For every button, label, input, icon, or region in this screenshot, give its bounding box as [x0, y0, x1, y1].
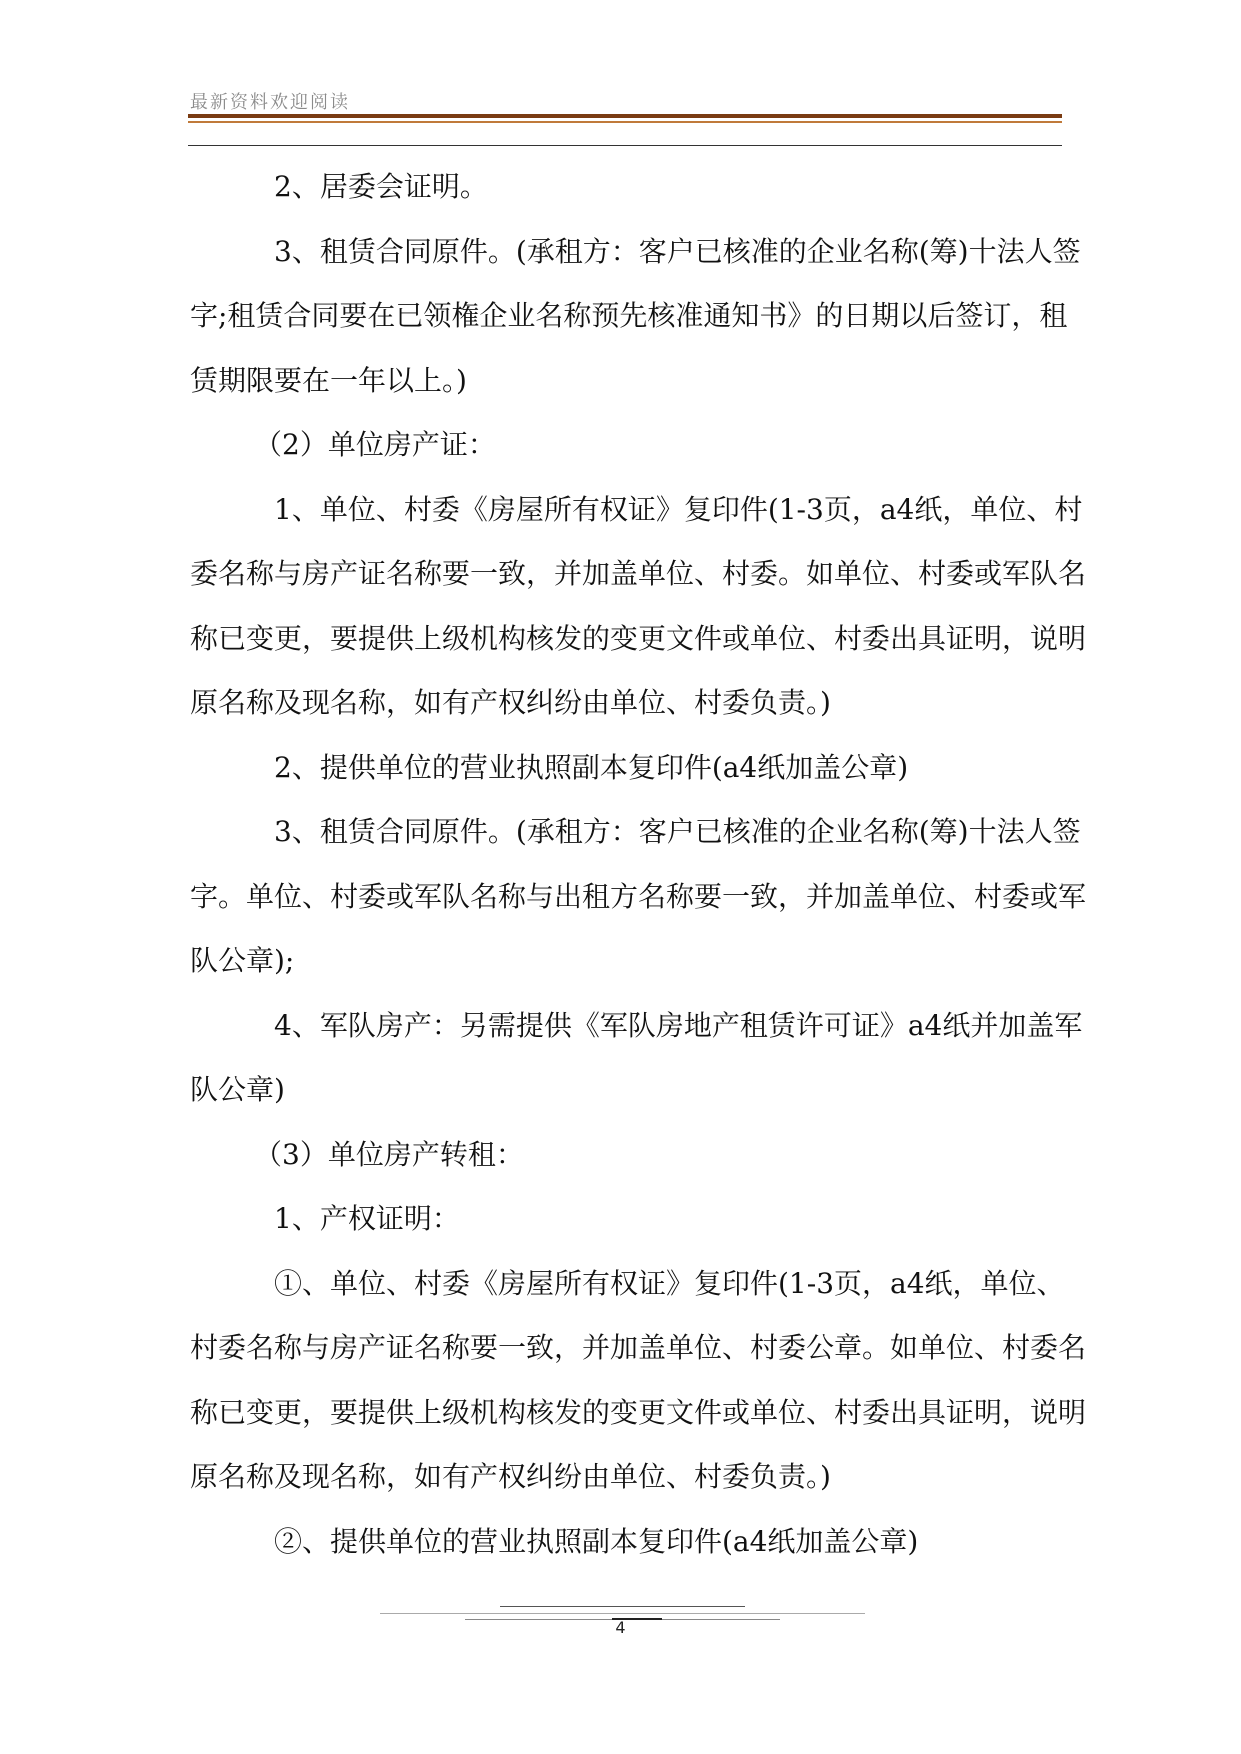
footer-rule: [500, 1606, 745, 1607]
paragraph: 2、居委会证明。: [274, 170, 488, 203]
paragraph: ②、提供单位的营业执照副本复印件(a4纸加盖公章): [274, 1524, 919, 1558]
paragraph: 3、租赁合同原件。(承租方：客户已核准的企业名称(筹)十法人签字。单位、村委或军队名称与出租方名称要一致，并加盖单位、村委或军队公章);: [190, 815, 1087, 977]
page-number: 4: [615, 1618, 626, 1637]
section-heading: （2）单位房产证：: [254, 428, 496, 461]
header-rule-bottom: [188, 145, 1062, 146]
header-rule-thin: [188, 121, 1062, 123]
paragraph: 3、租赁合同原件。(承租方：客户已核准的企业名称(筹)十法人签字;租赁合同要在已领権企业名称预先核准通知书》的日期以后签订，租赁期限要在一年以上。): [190, 234, 1081, 397]
section-heading: （3）单位房产转租：: [254, 1137, 524, 1171]
header-rule-thick: [188, 114, 1062, 118]
paragraph: ①、单位、村委《房屋所有权证》复印件(1-3页，a4纸，单位、村委名称与房产证名称要一致，并加盖单位、村委公章。如单位、村委名称已变更，要提供上级机构核发的变更文件或单位、村委出具证明，说明原名称及现名称，如有产权纠纷由单位、村委负责。): [190, 1266, 1087, 1493]
paragraph: 2、提供单位的营业执照副本复印件(a4纸加盖公章): [274, 750, 909, 784]
paragraph: 4、军队房产：另需提供《军队房地产租赁许可证》a4纸并加盖军队公章): [190, 1008, 1083, 1106]
footer-rule: [380, 1613, 865, 1614]
page-header-text: 最新资料欢迎阅读: [190, 92, 350, 113]
document-body: [190, 155, 1090, 1574]
paragraph: 1、单位、村委《房屋所有权证》复印件(1-3页，a4纸，单位、村委名称与房产证名称要一致，并加盖单位、村委。如单位、村委或军队名称已变更，要提供上级机构核发的变更文件或单位、村委出具证明，说明原名称及现名称，如有产权纠纷由单位、村委负责。): [190, 492, 1087, 719]
paragraph: 1、产权证明：: [274, 1202, 460, 1235]
